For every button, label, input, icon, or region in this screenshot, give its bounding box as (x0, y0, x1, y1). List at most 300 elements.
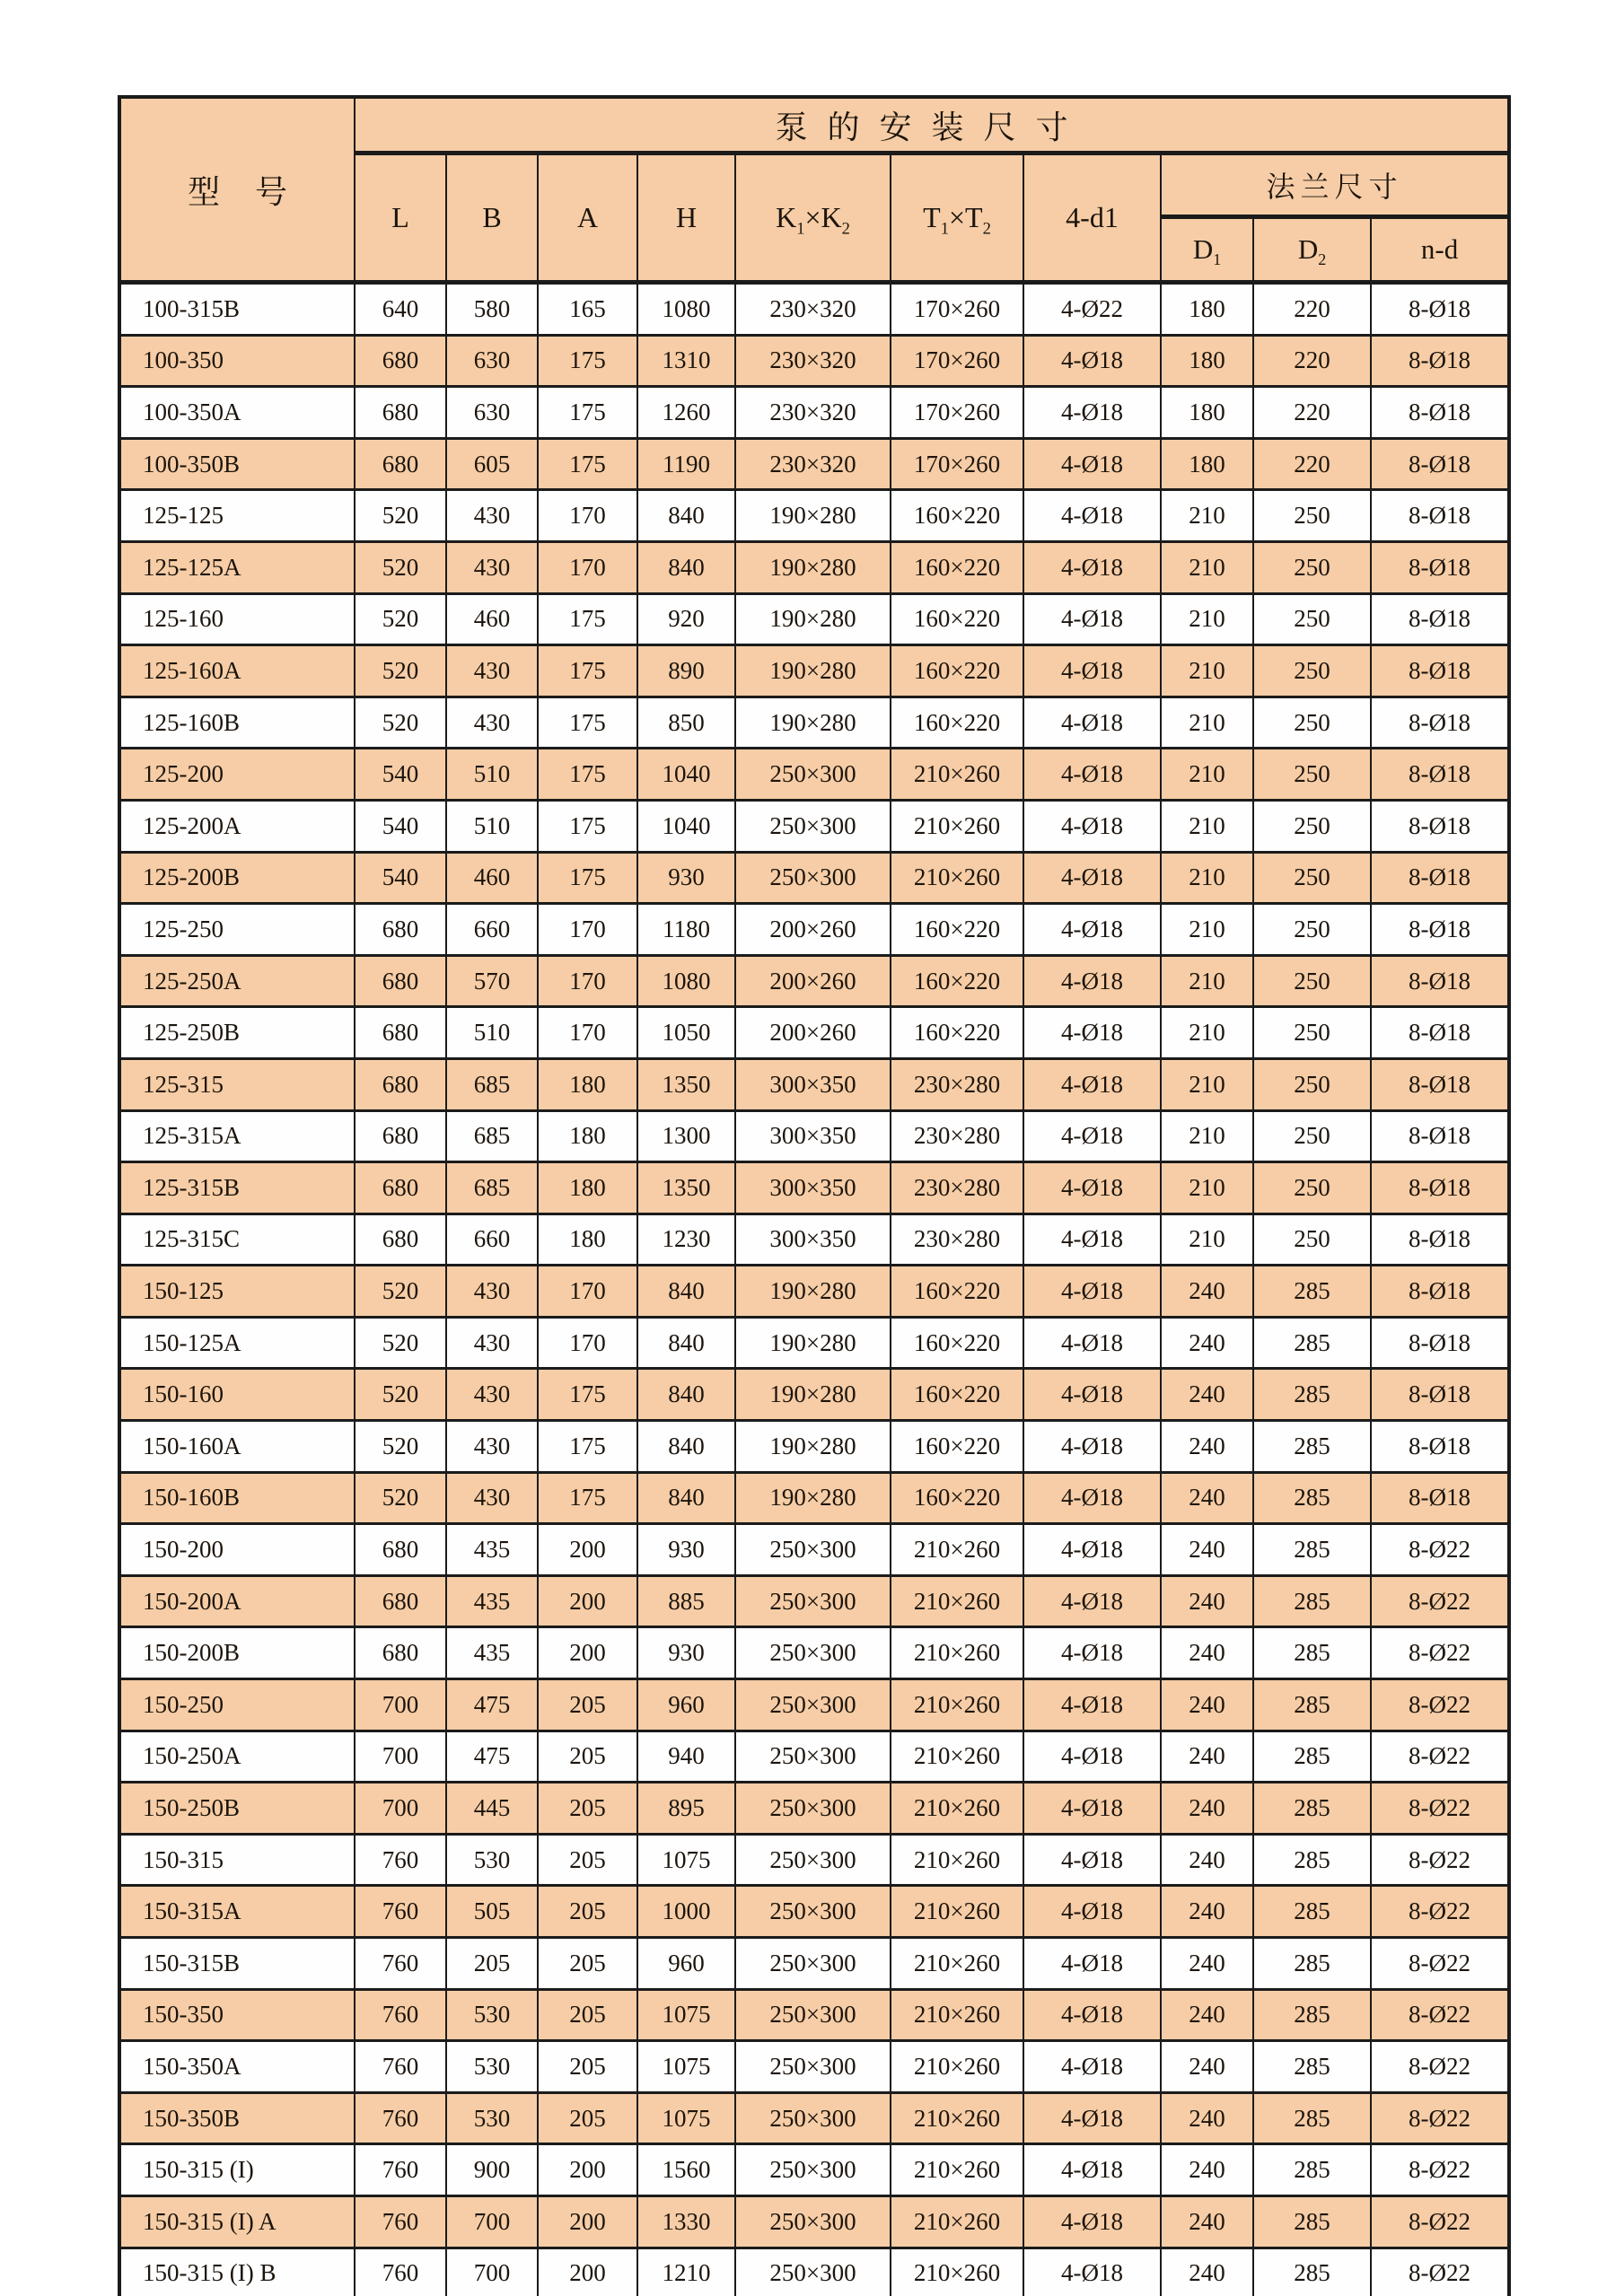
4-d1-cell: 4-Ø18 (1023, 335, 1161, 387)
table-row (119, 1834, 1509, 1886)
4-d1-cell: 4-Ø18 (1023, 387, 1161, 439)
4-d1-cell: 4-Ø18 (1023, 1834, 1161, 1886)
L-cell: 760 (355, 1938, 446, 1990)
model-cell: 125-250A (119, 955, 355, 1007)
B-cell: 430 (446, 1421, 538, 1473)
4-d1-cell: 4-Ø18 (1023, 2092, 1161, 2144)
column-header-4-d1: 4-d1 (1023, 153, 1161, 283)
B-cell: 700 (446, 2248, 538, 2296)
model-cell: 150-160 (119, 1369, 355, 1421)
n-d-cell: 8-Ø18 (1371, 697, 1509, 749)
T1xT2-cell: 210×260 (891, 2041, 1023, 2093)
B-cell: 430 (446, 697, 538, 749)
D1-cell: 180 (1161, 438, 1253, 490)
B-cell: 475 (446, 1679, 538, 1731)
B-cell: 435 (446, 1627, 538, 1679)
K1xK2-cell: 250×300 (735, 1575, 891, 1627)
n-d-cell: 8-Ø18 (1371, 852, 1509, 904)
A-cell: 170 (538, 490, 637, 542)
model-cell: 150-250A (119, 1731, 355, 1783)
4-d1-cell: 4-Ø18 (1023, 2195, 1161, 2248)
H-cell: 1560 (637, 2144, 735, 2196)
column-header-T1xT2 (891, 153, 1023, 283)
D2-cell: 285 (1253, 1627, 1371, 1679)
n-d-cell: 8-Ø18 (1371, 490, 1509, 542)
A-cell: 175 (538, 645, 637, 697)
4-d1-cell: 4-Ø18 (1023, 593, 1161, 645)
D1-cell: 240 (1161, 1886, 1253, 1938)
H-cell: 1330 (637, 2195, 735, 2248)
table-row (119, 1886, 1509, 1938)
model-cell: 150-350A (119, 2041, 355, 2093)
L-cell: 520 (355, 490, 446, 542)
T1xT2-cell: 210×260 (891, 2092, 1023, 2144)
A-cell: 205 (538, 1834, 637, 1886)
table-row (119, 2195, 1509, 2248)
4-d1-cell: 4-Ø18 (1023, 645, 1161, 697)
D1-cell: 210 (1161, 904, 1253, 956)
K1xK2-cell: 250×300 (735, 2092, 891, 2144)
k1-base: K (776, 201, 797, 233)
table-row (119, 749, 1509, 801)
L-cell: 540 (355, 749, 446, 801)
K1xK2-cell: 230×320 (735, 283, 891, 336)
d2-base: D (1297, 233, 1319, 265)
table-row (119, 438, 1509, 490)
D1-cell: 240 (1161, 1472, 1253, 1524)
L-cell: 680 (355, 1627, 446, 1679)
column-group-flange: 法兰尺寸 (1161, 153, 1509, 217)
D2-cell: 285 (1253, 1989, 1371, 2041)
L-cell: 760 (355, 2248, 446, 2296)
A-cell: 180 (538, 1110, 637, 1162)
K1xK2-cell: 190×280 (735, 1369, 891, 1421)
model-cell: 125-315 (119, 1058, 355, 1110)
L-cell: 760 (355, 1834, 446, 1886)
n-d-cell: 8-Ø18 (1371, 904, 1509, 956)
n-d-cell: 8-Ø18 (1371, 800, 1509, 852)
n-d-cell: 8-Ø18 (1371, 1421, 1509, 1473)
table-row (119, 593, 1509, 645)
T1xT2-cell: 210×260 (891, 1886, 1023, 1938)
D1-cell: 210 (1161, 541, 1253, 593)
model-cell: 150-250 (119, 1679, 355, 1731)
H-cell: 920 (637, 593, 735, 645)
H-cell: 960 (637, 1679, 735, 1731)
H-cell: 1180 (637, 904, 735, 956)
table-row (119, 335, 1509, 387)
k1-sub: 1 (796, 219, 805, 239)
T1xT2-cell: 210×260 (891, 1989, 1023, 2041)
L-cell: 520 (355, 1472, 446, 1524)
D1-cell: 240 (1161, 1266, 1253, 1318)
A-cell: 205 (538, 1886, 637, 1938)
D1-cell: 240 (1161, 1575, 1253, 1627)
D2-cell: 250 (1253, 749, 1371, 801)
D1-cell: 210 (1161, 1214, 1253, 1266)
D2-cell: 285 (1253, 1938, 1371, 1990)
n-d-cell: 8-Ø22 (1371, 1731, 1509, 1783)
B-cell: 530 (446, 2092, 538, 2144)
A-cell: 180 (538, 1214, 637, 1266)
n-d-cell: 8-Ø22 (1371, 1679, 1509, 1731)
n-d-cell: 8-Ø18 (1371, 955, 1509, 1007)
A-cell: 200 (538, 2248, 637, 2296)
n-d-cell: 8-Ø22 (1371, 1886, 1509, 1938)
table-title: 泵的安装尺寸 (355, 97, 1509, 153)
A-cell: 205 (538, 2041, 637, 2093)
H-cell: 1075 (637, 1834, 735, 1886)
T1xT2-cell: 160×220 (891, 645, 1023, 697)
B-cell: 700 (446, 2195, 538, 2248)
n-d-cell: 8-Ø18 (1371, 541, 1509, 593)
D1-cell: 240 (1161, 1679, 1253, 1731)
table-row (119, 541, 1509, 593)
table-header (119, 97, 1509, 283)
D1-cell: 210 (1161, 1058, 1253, 1110)
A-cell: 175 (538, 697, 637, 749)
D2-cell: 250 (1253, 1007, 1371, 1059)
4-d1-cell: 4-Ø18 (1023, 697, 1161, 749)
H-cell: 940 (637, 1731, 735, 1783)
4-d1-cell: 4-Ø18 (1023, 1214, 1161, 1266)
T1xT2-cell: 160×220 (891, 955, 1023, 1007)
L-cell: 540 (355, 800, 446, 852)
n-d-cell: 8-Ø18 (1371, 593, 1509, 645)
L-cell: 680 (355, 904, 446, 956)
L-cell: 680 (355, 1214, 446, 1266)
A-cell: 175 (538, 1421, 637, 1473)
T1xT2-cell: 160×220 (891, 904, 1023, 956)
K1xK2-cell: 190×280 (735, 697, 891, 749)
L-cell: 700 (355, 1679, 446, 1731)
T1xT2-cell: 160×220 (891, 697, 1023, 749)
K1xK2-cell: 250×300 (735, 1989, 891, 2041)
L-cell: 680 (355, 1575, 446, 1627)
table-row (119, 2041, 1509, 2093)
T1xT2-cell: 210×260 (891, 1627, 1023, 1679)
D2-cell: 285 (1253, 2144, 1371, 2196)
K1xK2-cell: 200×260 (735, 1007, 891, 1059)
4-d1-cell: 4-Ø18 (1023, 1472, 1161, 1524)
T1xT2-cell: 230×280 (891, 1058, 1023, 1110)
K1xK2-cell: 250×300 (735, 1524, 891, 1576)
T1xT2-cell: 210×260 (891, 1834, 1023, 1886)
D1-cell: 240 (1161, 1783, 1253, 1835)
A-cell: 170 (538, 1007, 637, 1059)
A-cell: 170 (538, 541, 637, 593)
model-cell: 150-350B (119, 2092, 355, 2144)
K1xK2-cell: 190×280 (735, 1317, 891, 1369)
A-cell: 200 (538, 1575, 637, 1627)
A-cell: 175 (538, 438, 637, 490)
H-cell: 840 (637, 1421, 735, 1473)
K1xK2-cell: 300×350 (735, 1110, 891, 1162)
T1xT2-cell: 170×260 (891, 335, 1023, 387)
H-cell: 1350 (637, 1058, 735, 1110)
4-d1-cell: 4-Ø18 (1023, 2041, 1161, 2093)
model-cell: 150-315 (I) A (119, 2195, 355, 2248)
n-d-cell: 8-Ø22 (1371, 2144, 1509, 2196)
L-cell: 640 (355, 283, 446, 336)
D1-cell: 210 (1161, 697, 1253, 749)
4-d1-cell: 4-Ø18 (1023, 1524, 1161, 1576)
D1-cell: 210 (1161, 749, 1253, 801)
L-cell: 520 (355, 1421, 446, 1473)
column-header-D1 (1161, 217, 1253, 283)
D1-cell: 240 (1161, 1421, 1253, 1473)
L-cell: 520 (355, 645, 446, 697)
T1xT2-cell: 210×260 (891, 2248, 1023, 2296)
model-cell: 150-350 (119, 1989, 355, 2041)
column-header-B: B (446, 153, 538, 283)
B-cell: 685 (446, 1110, 538, 1162)
B-cell: 460 (446, 593, 538, 645)
T1xT2-cell: 160×220 (891, 1317, 1023, 1369)
model-cell: 125-160B (119, 697, 355, 749)
table-row (119, 2248, 1509, 2296)
T1xT2-cell: 160×220 (891, 490, 1023, 542)
H-cell: 850 (637, 697, 735, 749)
D2-cell: 285 (1253, 1266, 1371, 1318)
K1xK2-cell: 190×280 (735, 1266, 891, 1318)
H-cell: 840 (637, 1317, 735, 1369)
K1xK2-cell: 250×300 (735, 1938, 891, 1990)
table-row (119, 852, 1509, 904)
T1xT2-cell: 160×220 (891, 541, 1023, 593)
A-cell: 170 (538, 955, 637, 1007)
model-cell: 150-200 (119, 1524, 355, 1576)
4-d1-cell: 4-Ø18 (1023, 438, 1161, 490)
D2-cell: 250 (1253, 800, 1371, 852)
D1-cell: 210 (1161, 800, 1253, 852)
4-d1-cell: 4-Ø18 (1023, 800, 1161, 852)
D1-cell: 210 (1161, 1007, 1253, 1059)
L-cell: 680 (355, 1524, 446, 1576)
T1xT2-cell: 230×280 (891, 1162, 1023, 1214)
K1xK2-cell: 230×320 (735, 387, 891, 439)
model-cell: 125-250B (119, 1007, 355, 1059)
4-d1-cell: 4-Ø18 (1023, 1369, 1161, 1421)
table-row (119, 904, 1509, 956)
model-cell: 150-315 (I) (119, 2144, 355, 2196)
A-cell: 175 (538, 800, 637, 852)
D2-cell: 250 (1253, 697, 1371, 749)
D2-cell: 250 (1253, 1162, 1371, 1214)
H-cell: 840 (637, 1369, 735, 1421)
T1xT2-cell: 210×260 (891, 1679, 1023, 1731)
model-cell: 150-250B (119, 1783, 355, 1835)
H-cell: 1210 (637, 2248, 735, 2296)
n-d-cell: 8-Ø22 (1371, 1834, 1509, 1886)
D1-cell: 180 (1161, 335, 1253, 387)
B-cell: 430 (446, 1472, 538, 1524)
D1-cell: 240 (1161, 1627, 1253, 1679)
4-d1-cell: 4-Ø18 (1023, 1731, 1161, 1783)
table-row (119, 2144, 1509, 2196)
table-row (119, 697, 1509, 749)
D1-cell: 240 (1161, 1317, 1253, 1369)
model-cell: 150-160A (119, 1421, 355, 1473)
n-d-cell: 8-Ø18 (1371, 1369, 1509, 1421)
B-cell: 660 (446, 904, 538, 956)
column-header-model: 型 号 (119, 97, 355, 283)
B-cell: 430 (446, 541, 538, 593)
A-cell: 165 (538, 283, 637, 336)
D1-cell: 180 (1161, 387, 1253, 439)
A-cell: 200 (538, 2144, 637, 2196)
table-row (119, 1110, 1509, 1162)
D1-cell: 240 (1161, 2092, 1253, 2144)
H-cell: 1350 (637, 1162, 735, 1214)
B-cell: 430 (446, 490, 538, 542)
4-d1-cell: 4-Ø18 (1023, 1783, 1161, 1835)
D1-cell: 240 (1161, 1989, 1253, 2041)
A-cell: 205 (538, 1731, 637, 1783)
B-cell: 430 (446, 1369, 538, 1421)
n-d-cell: 8-Ø22 (1371, 2041, 1509, 2093)
times-sign: × (948, 201, 966, 233)
L-cell: 680 (355, 387, 446, 439)
A-cell: 175 (538, 593, 637, 645)
model-cell: 100-350A (119, 387, 355, 439)
A-cell: 175 (538, 387, 637, 439)
D2-cell: 250 (1253, 852, 1371, 904)
H-cell: 930 (637, 1524, 735, 1576)
D2-cell: 250 (1253, 645, 1371, 697)
K1xK2-cell: 250×300 (735, 2144, 891, 2196)
4-d1-cell: 4-Ø18 (1023, 1058, 1161, 1110)
H-cell: 1300 (637, 1110, 735, 1162)
D2-cell: 285 (1253, 1472, 1371, 1524)
H-cell: 1080 (637, 283, 735, 336)
L-cell: 700 (355, 1783, 446, 1835)
H-cell: 1075 (637, 2041, 735, 2093)
L-cell: 680 (355, 438, 446, 490)
table-row (119, 1058, 1509, 1110)
B-cell: 430 (446, 1317, 538, 1369)
column-header-A: A (538, 153, 637, 283)
H-cell: 840 (637, 1266, 735, 1318)
4-d1-cell: 4-Ø22 (1023, 283, 1161, 336)
n-d-cell: 8-Ø22 (1371, 2248, 1509, 2296)
L-cell: 520 (355, 1317, 446, 1369)
D2-cell: 285 (1253, 1317, 1371, 1369)
model-cell: 125-250 (119, 904, 355, 956)
H-cell: 960 (637, 1938, 735, 1990)
D2-cell: 285 (1253, 1369, 1371, 1421)
H-cell: 885 (637, 1575, 735, 1627)
T1xT2-cell: 210×260 (891, 852, 1023, 904)
n-d-cell: 8-Ø18 (1371, 1317, 1509, 1369)
table-row (119, 1472, 1509, 1524)
L-cell: 680 (355, 1007, 446, 1059)
n-d-cell: 8-Ø18 (1371, 749, 1509, 801)
model-cell: 125-315C (119, 1214, 355, 1266)
D1-cell: 210 (1161, 645, 1253, 697)
4-d1-cell: 4-Ø18 (1023, 490, 1161, 542)
T1xT2-cell: 210×260 (891, 749, 1023, 801)
D2-cell: 250 (1253, 1214, 1371, 1266)
H-cell: 930 (637, 1627, 735, 1679)
K1xK2-cell: 250×300 (735, 2041, 891, 2093)
model-cell: 125-125 (119, 490, 355, 542)
L-cell: 760 (355, 2195, 446, 2248)
n-d-cell: 8-Ø18 (1371, 1162, 1509, 1214)
A-cell: 175 (538, 1369, 637, 1421)
4-d1-cell: 4-Ø18 (1023, 904, 1161, 956)
table-row (119, 283, 1509, 336)
n-d-cell: 8-Ø18 (1371, 645, 1509, 697)
column-header-K1xK2 (735, 153, 891, 283)
t1-sub: 1 (940, 219, 949, 239)
L-cell: 760 (355, 2041, 446, 2093)
B-cell: 510 (446, 800, 538, 852)
table-row (119, 1989, 1509, 2041)
D2-cell: 285 (1253, 1886, 1371, 1938)
4-d1-cell: 4-Ø18 (1023, 749, 1161, 801)
D2-cell: 285 (1253, 1575, 1371, 1627)
K1xK2-cell: 250×300 (735, 1886, 891, 1938)
D1-cell: 240 (1161, 1731, 1253, 1783)
table-row (119, 1783, 1509, 1835)
L-cell: 760 (355, 1989, 446, 2041)
t2-base: T (965, 201, 983, 233)
K1xK2-cell: 250×300 (735, 2195, 891, 2248)
model-cell: 150-160B (119, 1472, 355, 1524)
column-header-H: H (637, 153, 735, 283)
D1-cell: 240 (1161, 2144, 1253, 2196)
model-cell: 125-315B (119, 1162, 355, 1214)
B-cell: 580 (446, 283, 538, 336)
model-cell: 100-315B (119, 283, 355, 336)
A-cell: 175 (538, 852, 637, 904)
K1xK2-cell: 190×280 (735, 593, 891, 645)
D2-cell: 250 (1253, 1110, 1371, 1162)
K1xK2-cell: 200×260 (735, 904, 891, 956)
D2-cell: 250 (1253, 541, 1371, 593)
H-cell: 840 (637, 490, 735, 542)
B-cell: 505 (446, 1886, 538, 1938)
H-cell: 1075 (637, 2092, 735, 2144)
A-cell: 175 (538, 335, 637, 387)
L-cell: 680 (355, 335, 446, 387)
table-row (119, 1162, 1509, 1214)
D2-cell: 285 (1253, 2248, 1371, 2296)
A-cell: 200 (538, 1627, 637, 1679)
D1-cell: 240 (1161, 1369, 1253, 1421)
table-row (119, 1266, 1509, 1318)
D2-cell: 285 (1253, 1421, 1371, 1473)
4-d1-cell: 4-Ø18 (1023, 1266, 1161, 1318)
n-d-cell: 8-Ø22 (1371, 2092, 1509, 2144)
n-d-cell: 8-Ø18 (1371, 1472, 1509, 1524)
n-d-cell: 8-Ø18 (1371, 1214, 1509, 1266)
n-d-cell: 8-Ø18 (1371, 1266, 1509, 1318)
T1xT2-cell: 160×220 (891, 1007, 1023, 1059)
table-row (119, 645, 1509, 697)
T1xT2-cell: 210×260 (891, 2144, 1023, 2196)
table-row (119, 1317, 1509, 1369)
A-cell: 180 (538, 1058, 637, 1110)
D2-cell: 220 (1253, 335, 1371, 387)
K1xK2-cell: 250×300 (735, 1679, 891, 1731)
B-cell: 435 (446, 1575, 538, 1627)
pump-dimensions-table (118, 95, 1511, 2296)
D2-cell: 285 (1253, 1524, 1371, 1576)
B-cell: 435 (446, 1524, 538, 1576)
4-d1-cell: 4-Ø18 (1023, 1421, 1161, 1473)
